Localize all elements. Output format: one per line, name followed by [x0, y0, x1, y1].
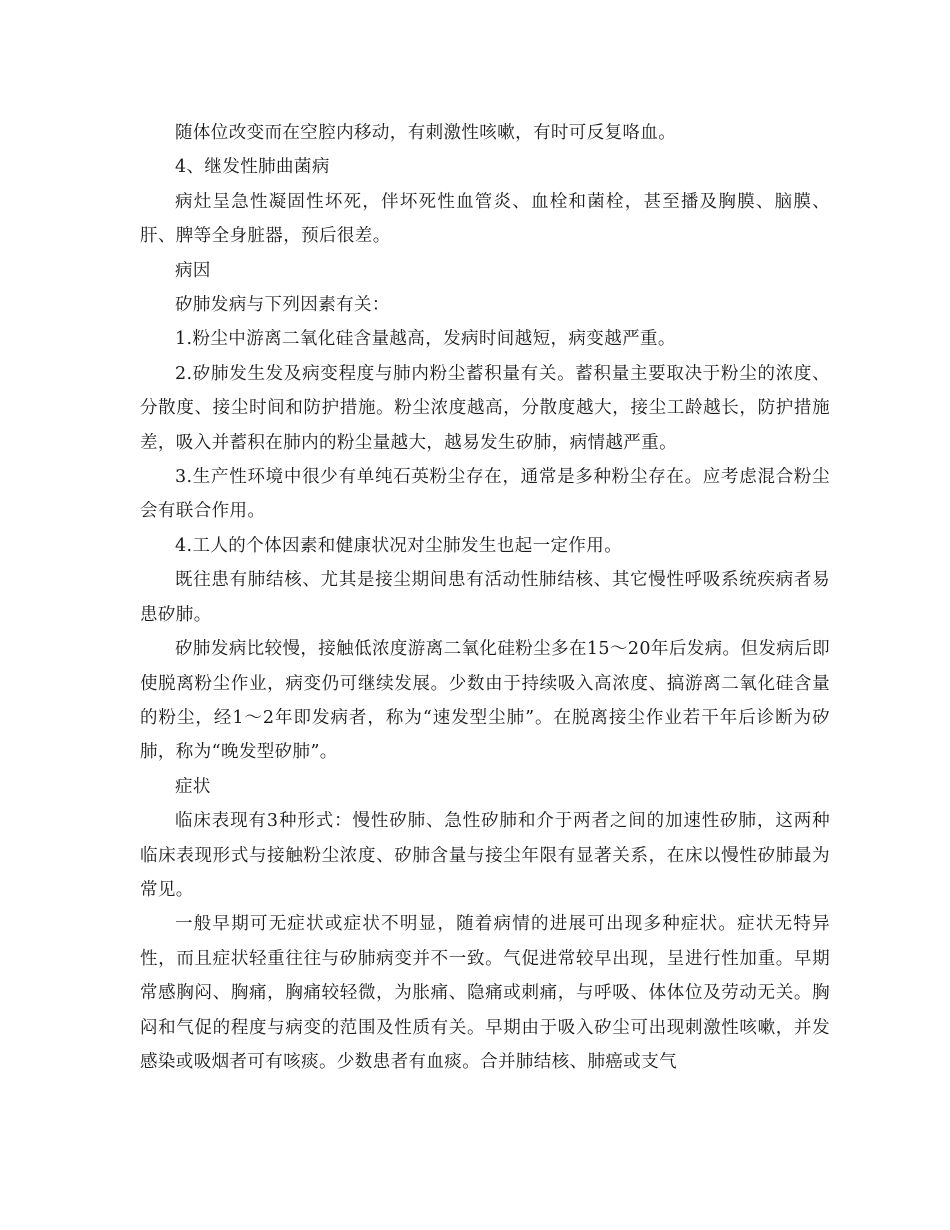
paragraph: 2.矽肺发生发及病变程度与肺内粉尘蓄积量有关。蓄积量主要取决于粉尘的浓度、分散度、接尘时间和防护措施。粉尘浓度越高，分散度越大，接尘工龄越长，防护措施差，吸入并蓄积在肺内的粉尘量越大，越易发生矽肺，病情越严重。: [140, 363, 830, 453]
paragraph: 1.粉尘中游离二氧化硅含量越高，发病时间越短，病变越严重。: [175, 329, 676, 350]
section-heading: 症状: [175, 776, 211, 797]
section-heading: 病因: [175, 260, 211, 281]
document-page: [140, 116, 830, 1079]
paragraph: 矽肺发病比较慢，接触低浓度游离二氧化硅粉尘多在15～20年后发病。但发病后即使脱离粉尘作业，病变仍可继续发展。少数由于持续吸入高浓度、搞游离二氧化硅含量的粉尘，经1～2年即发病者，称为“速发型尘肺”。在脱离接尘作业若干年后诊断为矽肺，称为“晚发型矽肺”。: [140, 639, 830, 763]
paragraph: 矽肺发病与下列因素有关：: [175, 295, 390, 316]
paragraph: 一般早期可无症状或症状不明显，随着病情的进展可出现多种症状。症状无特异性，而且症状轻重往往与矽肺病变并不一致。气促进常较早出现，呈进行性加重。早期常感胸闷、胸痛，胸痛较轻微，为胀痛、隐痛或刺痛，与呼吸、体体位及劳动无关。胸闷和气促的程度与病变的范围及性质有关。早期由于吸入矽尘可出现刺激性咳嗽，并发感染或吸烟者可有咳痰。少数患者有血痰。合并肺结核、肺癌或支气: [140, 914, 830, 1072]
paragraph: 随体位改变而在空腔内移动，有刺激性咳嗽，有时可反复咯血。: [175, 123, 677, 143]
paragraph: 3.生产性环境中很少有单纯石英粉尘存在，通常是多种粉尘存在。应考虑混合粉尘会有联合作用。: [140, 467, 830, 522]
paragraph: 临床表现有3种形式：慢性矽肺、急性矽肺和介于两者之间的加速性矽肺，这两种临床表现形式与接触粉尘浓度、矽肺含量与接尘年限有显著关系，在床以慢性矽肺最为常见。: [140, 811, 830, 900]
paragraph: 病灶呈急性凝固性坏死，伴坏死性血管炎、血栓和菌栓，甚至播及胸膜、脑膜、肝、脾等全身脏器，预后很差。: [140, 191, 830, 247]
section-heading: 4、继发性肺曲菌病: [175, 157, 330, 178]
paragraph: 既往患有肺结核、尤其是接尘期间患有活动性肺结核、其它慢性呼吸系统疾病者易患矽肺。: [140, 570, 830, 625]
paragraph: 4.工人的个体因素和健康状况对尘肺发生也起一定作用。: [175, 535, 623, 556]
